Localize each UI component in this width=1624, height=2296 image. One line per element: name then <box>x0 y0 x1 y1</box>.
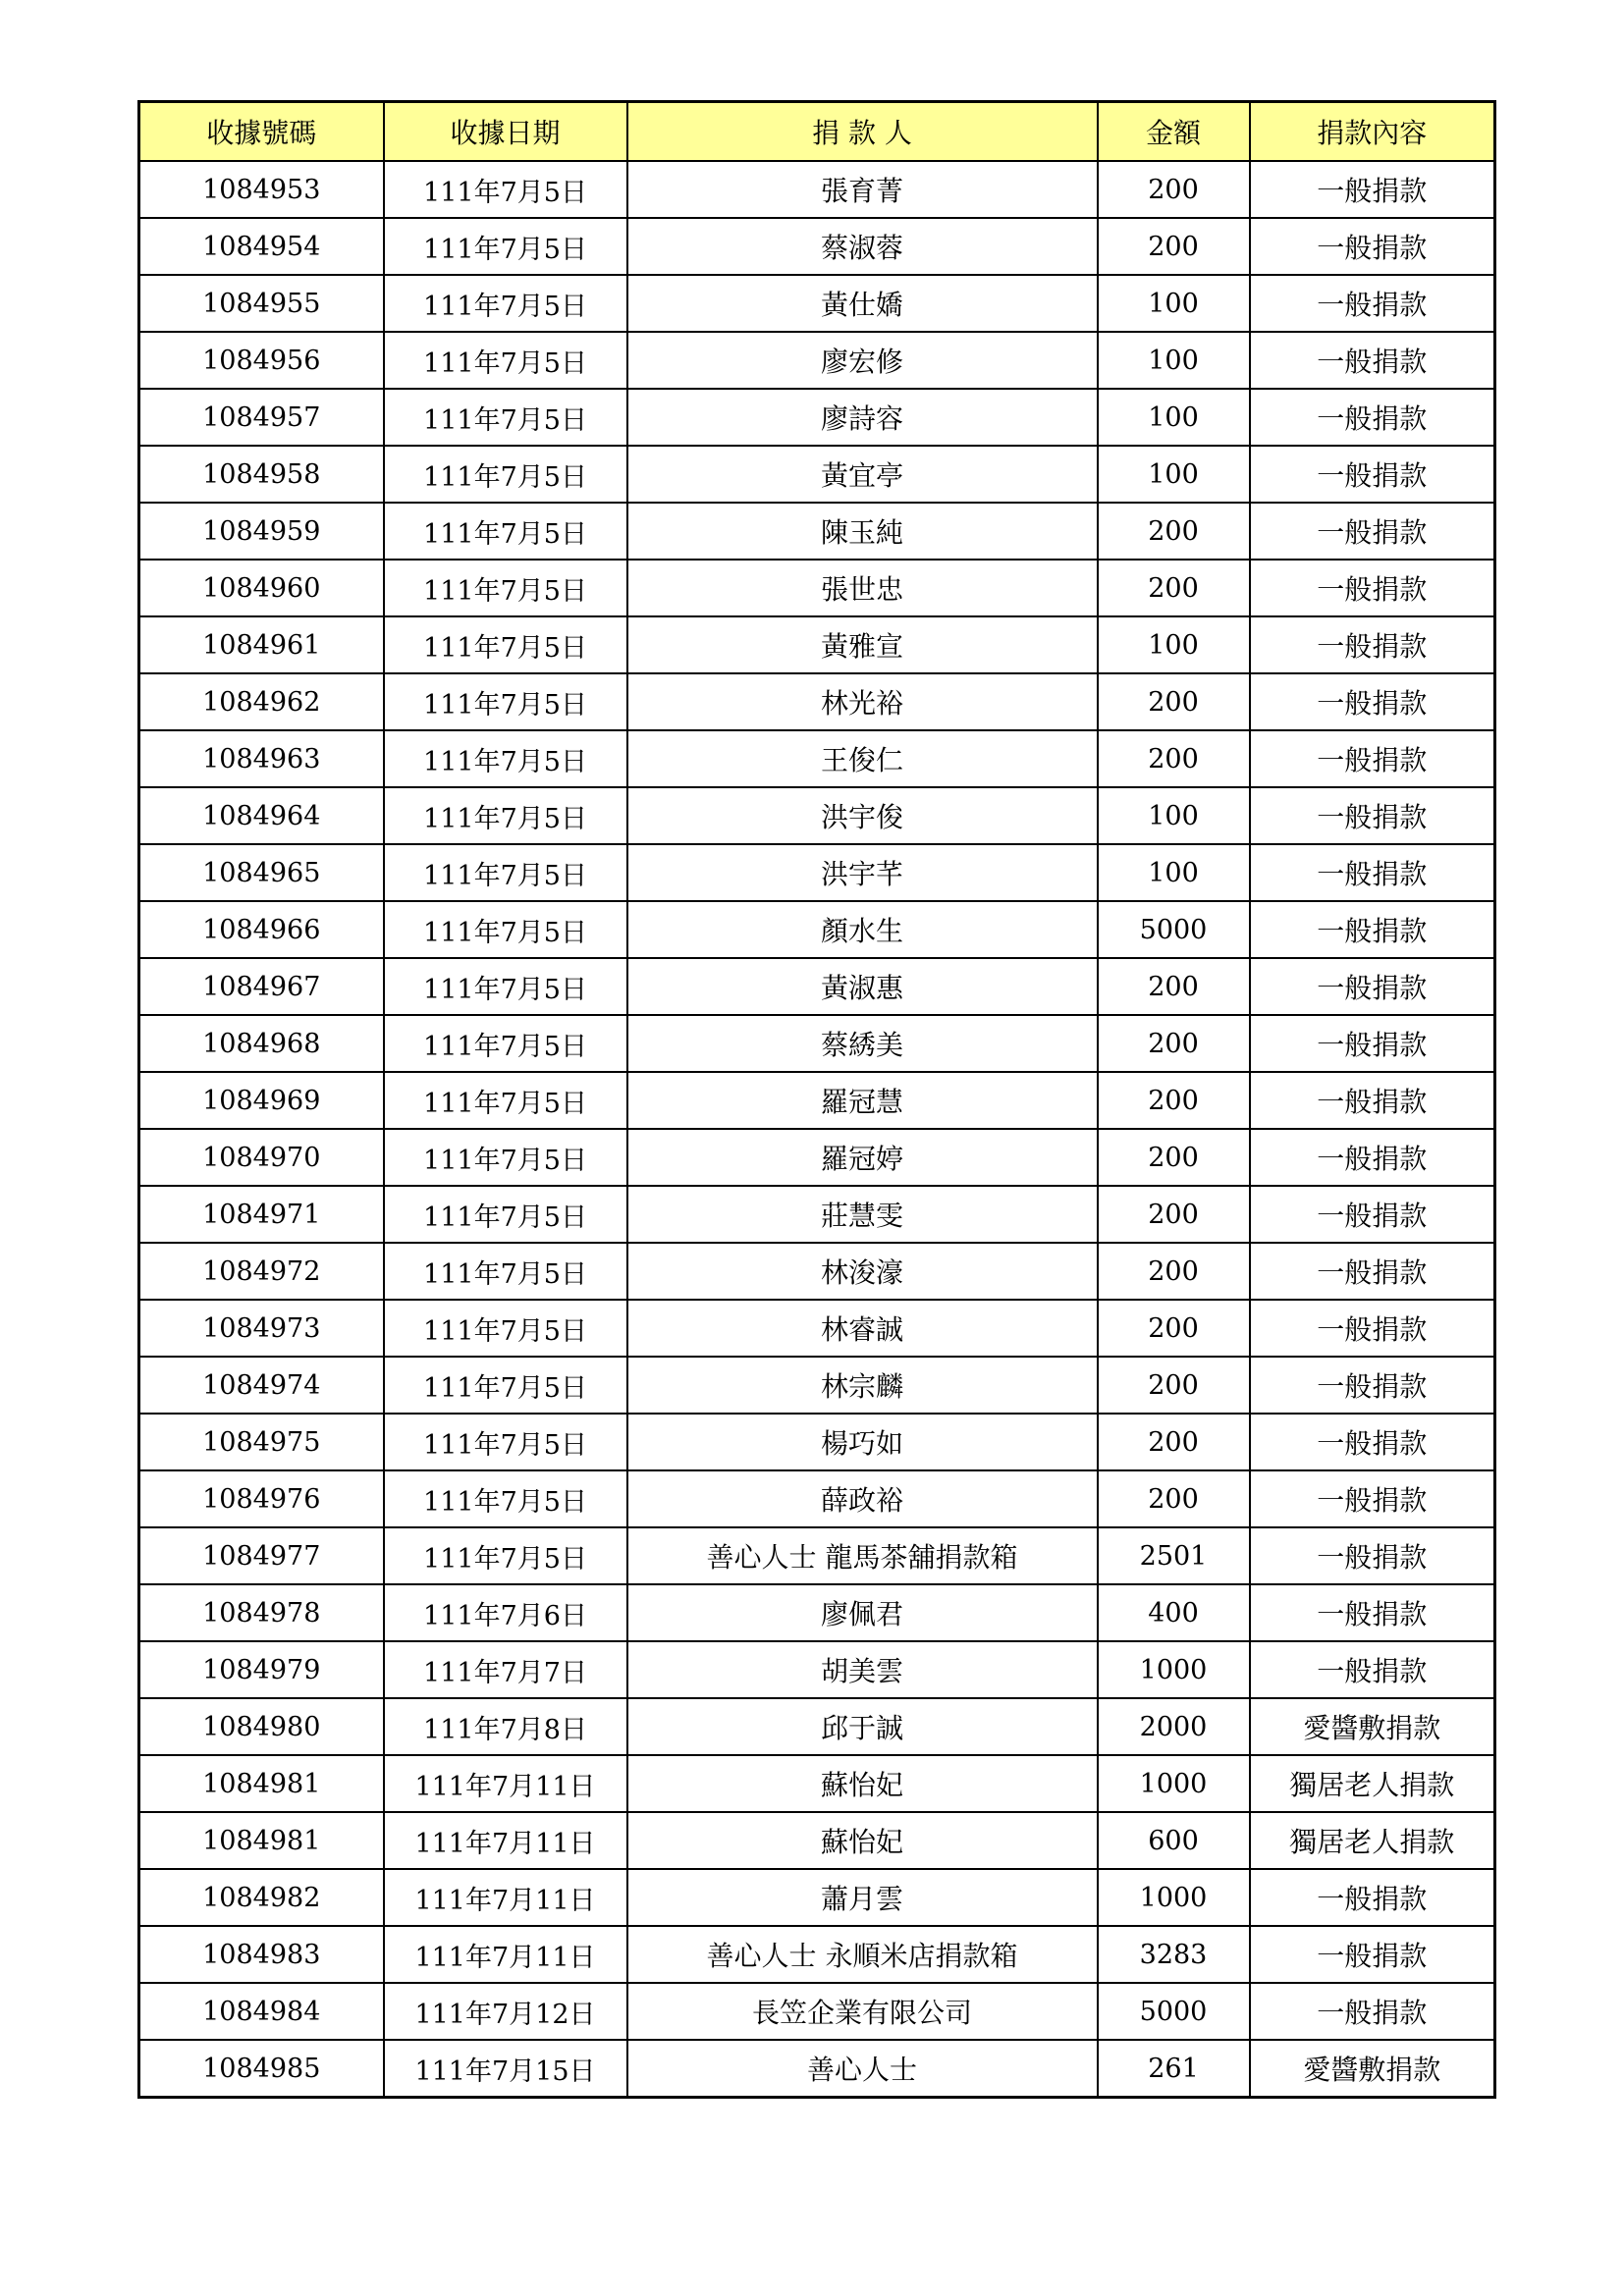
table-row <box>139 730 1495 787</box>
cell-donor: 楊巧如 <box>627 1414 1098 1470</box>
cell-amount: 261 <box>1098 2040 1250 2098</box>
cell-receipt-date: 111年7月5日 <box>384 503 627 560</box>
cell-purpose: 一般捐款 <box>1250 1129 1495 1186</box>
cell-amount: 100 <box>1098 389 1250 446</box>
cell-amount: 100 <box>1098 616 1250 673</box>
cell-receipt-date: 111年7月5日 <box>384 275 627 332</box>
cell-donor: 蔡淑蓉 <box>627 218 1098 275</box>
cell-receipt-no: 1084984 <box>139 1983 384 2040</box>
table-row <box>139 1641 1495 1698</box>
table-row <box>139 1015 1495 1072</box>
cell-purpose: 一般捐款 <box>1250 1983 1495 2040</box>
cell-receipt-date: 111年7月5日 <box>384 787 627 844</box>
table-row <box>139 275 1495 332</box>
table-row <box>139 332 1495 389</box>
cell-receipt-date: 111年7月5日 <box>384 389 627 446</box>
cell-purpose: 一般捐款 <box>1250 1015 1495 1072</box>
cell-receipt-no: 1084976 <box>139 1470 384 1527</box>
cell-receipt-no: 1084969 <box>139 1072 384 1129</box>
cell-donor: 黃宜亭 <box>627 446 1098 503</box>
header-purpose: 捐款內容 <box>1250 102 1495 162</box>
cell-amount: 600 <box>1098 1812 1250 1869</box>
table-row <box>139 1755 1495 1812</box>
cell-receipt-date: 111年7月5日 <box>384 332 627 389</box>
cell-purpose: 一般捐款 <box>1250 1926 1495 1983</box>
cell-receipt-date: 111年7月7日 <box>384 1641 627 1698</box>
cell-receipt-no: 1084956 <box>139 332 384 389</box>
cell-donor: 黃淑惠 <box>627 958 1098 1015</box>
cell-receipt-date: 111年7月5日 <box>384 673 627 730</box>
cell-donor: 莊慧雯 <box>627 1186 1098 1243</box>
cell-receipt-no: 1084970 <box>139 1129 384 1186</box>
cell-receipt-date: 111年7月5日 <box>384 560 627 616</box>
cell-donor: 王俊仁 <box>627 730 1098 787</box>
table-row <box>139 1926 1495 1983</box>
cell-purpose: 一般捐款 <box>1250 1300 1495 1357</box>
table-row <box>139 1470 1495 1527</box>
table-row <box>139 1243 1495 1300</box>
cell-amount: 200 <box>1098 560 1250 616</box>
table-row <box>139 958 1495 1015</box>
cell-amount: 5000 <box>1098 1983 1250 2040</box>
cell-purpose: 一般捐款 <box>1250 1243 1495 1300</box>
cell-receipt-no: 1084962 <box>139 673 384 730</box>
table-row <box>139 1357 1495 1414</box>
cell-receipt-date: 111年7月5日 <box>384 1243 627 1300</box>
cell-receipt-no: 1084964 <box>139 787 384 844</box>
cell-amount: 5000 <box>1098 901 1250 958</box>
cell-amount: 100 <box>1098 844 1250 901</box>
cell-amount: 1000 <box>1098 1641 1250 1698</box>
cell-receipt-no: 1084977 <box>139 1527 384 1584</box>
cell-receipt-date: 111年7月5日 <box>384 958 627 1015</box>
cell-receipt-no: 1084967 <box>139 958 384 1015</box>
cell-amount: 2501 <box>1098 1527 1250 1584</box>
cell-receipt-date: 111年7月11日 <box>384 1869 627 1926</box>
cell-amount: 100 <box>1098 275 1250 332</box>
cell-donor: 林宗麟 <box>627 1357 1098 1414</box>
cell-receipt-date: 111年7月15日 <box>384 2040 627 2098</box>
cell-amount: 200 <box>1098 730 1250 787</box>
table-row <box>139 218 1495 275</box>
cell-purpose: 一般捐款 <box>1250 787 1495 844</box>
cell-purpose: 獨居老人捐款 <box>1250 1755 1495 1812</box>
cell-amount: 1000 <box>1098 1869 1250 1926</box>
cell-receipt-no: 1084975 <box>139 1414 384 1470</box>
cell-receipt-no: 1084981 <box>139 1812 384 1869</box>
header-receipt-date: 收據日期 <box>384 102 627 162</box>
table-row <box>139 787 1495 844</box>
cell-purpose: 一般捐款 <box>1250 275 1495 332</box>
cell-donor: 廖宏修 <box>627 332 1098 389</box>
table-row <box>139 1300 1495 1357</box>
cell-donor: 薛政裕 <box>627 1470 1098 1527</box>
table-row <box>139 616 1495 673</box>
cell-donor: 廖詩容 <box>627 389 1098 446</box>
cell-amount: 200 <box>1098 1357 1250 1414</box>
table-row <box>139 1584 1495 1641</box>
cell-amount: 200 <box>1098 1129 1250 1186</box>
table-row <box>139 560 1495 616</box>
table-row <box>139 844 1495 901</box>
cell-purpose: 一般捐款 <box>1250 389 1495 446</box>
cell-purpose: 一般捐款 <box>1250 1527 1495 1584</box>
cell-receipt-no: 1084955 <box>139 275 384 332</box>
cell-donor: 蘇怡妃 <box>627 1755 1098 1812</box>
cell-purpose: 愛醬敷捐款 <box>1250 2040 1495 2098</box>
cell-receipt-date: 111年7月11日 <box>384 1755 627 1812</box>
cell-purpose: 一般捐款 <box>1250 332 1495 389</box>
cell-receipt-date: 111年7月5日 <box>384 1015 627 1072</box>
cell-amount: 200 <box>1098 1243 1250 1300</box>
cell-amount: 200 <box>1098 1470 1250 1527</box>
cell-receipt-date: 111年7月5日 <box>384 844 627 901</box>
table-row <box>139 1186 1495 1243</box>
cell-amount: 100 <box>1098 787 1250 844</box>
cell-purpose: 一般捐款 <box>1250 1869 1495 1926</box>
cell-purpose: 一般捐款 <box>1250 673 1495 730</box>
cell-purpose: 一般捐款 <box>1250 901 1495 958</box>
cell-donor: 長笠企業有限公司 <box>627 1983 1098 2040</box>
cell-amount: 200 <box>1098 958 1250 1015</box>
cell-receipt-no: 1084983 <box>139 1926 384 1983</box>
cell-receipt-no: 1084963 <box>139 730 384 787</box>
cell-purpose: 一般捐款 <box>1250 1072 1495 1129</box>
cell-purpose: 一般捐款 <box>1250 1470 1495 1527</box>
cell-donor: 陳玉純 <box>627 503 1098 560</box>
cell-donor: 廖佩君 <box>627 1584 1098 1641</box>
cell-amount: 200 <box>1098 1072 1250 1129</box>
cell-donor: 善心人士 永順米店捐款箱 <box>627 1926 1098 1983</box>
cell-receipt-date: 111年7月5日 <box>384 1129 627 1186</box>
table-row <box>139 1527 1495 1584</box>
cell-donor: 洪宇俊 <box>627 787 1098 844</box>
table-row <box>139 446 1495 503</box>
cell-donor: 黃雅宣 <box>627 616 1098 673</box>
cell-donor: 蘇怡妃 <box>627 1812 1098 1869</box>
cell-receipt-no: 1084959 <box>139 503 384 560</box>
cell-donor: 顏水生 <box>627 901 1098 958</box>
cell-receipt-no: 1084972 <box>139 1243 384 1300</box>
cell-donor: 善心人士 <box>627 2040 1098 2098</box>
cell-receipt-no: 1084954 <box>139 218 384 275</box>
table-row <box>139 1129 1495 1186</box>
cell-purpose: 一般捐款 <box>1250 958 1495 1015</box>
table-header-row <box>139 102 1495 162</box>
cell-receipt-date: 111年7月5日 <box>384 1414 627 1470</box>
cell-purpose: 一般捐款 <box>1250 730 1495 787</box>
table-row <box>139 389 1495 446</box>
cell-purpose: 一般捐款 <box>1250 616 1495 673</box>
table-row <box>139 673 1495 730</box>
cell-receipt-no: 1084958 <box>139 446 384 503</box>
cell-receipt-date: 111年7月5日 <box>384 1186 627 1243</box>
cell-donor: 林睿誠 <box>627 1300 1098 1357</box>
header-donor: 捐 款 人 <box>627 102 1098 162</box>
cell-amount: 200 <box>1098 218 1250 275</box>
cell-purpose: 獨居老人捐款 <box>1250 1812 1495 1869</box>
cell-amount: 200 <box>1098 1300 1250 1357</box>
cell-donor: 邱于誠 <box>627 1698 1098 1755</box>
cell-amount: 200 <box>1098 161 1250 218</box>
cell-amount: 200 <box>1098 1015 1250 1072</box>
table-row <box>139 2040 1495 2098</box>
table-row <box>139 1983 1495 2040</box>
cell-purpose: 愛醬敷捐款 <box>1250 1698 1495 1755</box>
cell-receipt-date: 111年7月11日 <box>384 1926 627 1983</box>
cell-amount: 200 <box>1098 503 1250 560</box>
cell-receipt-date: 111年7月11日 <box>384 1812 627 1869</box>
cell-purpose: 一般捐款 <box>1250 503 1495 560</box>
cell-purpose: 一般捐款 <box>1250 1357 1495 1414</box>
cell-donor: 張世忠 <box>627 560 1098 616</box>
cell-purpose: 一般捐款 <box>1250 446 1495 503</box>
cell-receipt-date: 111年7月5日 <box>384 161 627 218</box>
cell-receipt-no: 1084965 <box>139 844 384 901</box>
table-row <box>139 1698 1495 1755</box>
cell-receipt-date: 111年7月12日 <box>384 1983 627 2040</box>
cell-purpose: 一般捐款 <box>1250 1584 1495 1641</box>
table-row <box>139 1812 1495 1869</box>
cell-receipt-no: 1084953 <box>139 161 384 218</box>
cell-receipt-date: 111年7月5日 <box>384 730 627 787</box>
cell-donor: 胡美雲 <box>627 1641 1098 1698</box>
cell-amount: 200 <box>1098 673 1250 730</box>
cell-receipt-no: 1084979 <box>139 1641 384 1698</box>
table-row <box>139 161 1495 218</box>
table-row <box>139 901 1495 958</box>
cell-donor: 羅冠慧 <box>627 1072 1098 1129</box>
cell-donor: 林浚濠 <box>627 1243 1098 1300</box>
cell-donor: 林光裕 <box>627 673 1098 730</box>
cell-receipt-date: 111年7月6日 <box>384 1584 627 1641</box>
cell-amount: 3283 <box>1098 1926 1250 1983</box>
cell-donor: 羅冠婷 <box>627 1129 1098 1186</box>
cell-receipt-date: 111年7月5日 <box>384 616 627 673</box>
cell-receipt-no: 1084985 <box>139 2040 384 2098</box>
cell-receipt-date: 111年7月5日 <box>384 1470 627 1527</box>
cell-receipt-date: 111年7月5日 <box>384 446 627 503</box>
cell-amount: 400 <box>1098 1584 1250 1641</box>
cell-receipt-date: 111年7月5日 <box>384 1527 627 1584</box>
cell-amount: 200 <box>1098 1414 1250 1470</box>
cell-receipt-date: 111年7月5日 <box>384 901 627 958</box>
cell-receipt-no: 1084981 <box>139 1755 384 1812</box>
cell-amount: 2000 <box>1098 1698 1250 1755</box>
cell-receipt-date: 111年7月8日 <box>384 1698 627 1755</box>
header-amount: 金額 <box>1098 102 1250 162</box>
cell-donor: 黃仕嬌 <box>627 275 1098 332</box>
cell-purpose: 一般捐款 <box>1250 1186 1495 1243</box>
cell-receipt-no: 1084978 <box>139 1584 384 1641</box>
table-row <box>139 1414 1495 1470</box>
table-row <box>139 1869 1495 1926</box>
cell-purpose: 一般捐款 <box>1250 844 1495 901</box>
cell-receipt-date: 111年7月5日 <box>384 1300 627 1357</box>
cell-donor: 善心人士 龍馬茶舖捐款箱 <box>627 1527 1098 1584</box>
cell-purpose: 一般捐款 <box>1250 1414 1495 1470</box>
cell-purpose: 一般捐款 <box>1250 1641 1495 1698</box>
cell-amount: 1000 <box>1098 1755 1250 1812</box>
cell-donor: 蔡綉美 <box>627 1015 1098 1072</box>
cell-receipt-date: 111年7月5日 <box>384 1357 627 1414</box>
cell-receipt-no: 1084957 <box>139 389 384 446</box>
cell-receipt-no: 1084968 <box>139 1015 384 1072</box>
table-row <box>139 1072 1495 1129</box>
cell-receipt-no: 1084982 <box>139 1869 384 1926</box>
cell-receipt-no: 1084960 <box>139 560 384 616</box>
cell-purpose: 一般捐款 <box>1250 218 1495 275</box>
cell-receipt-no: 1084974 <box>139 1357 384 1414</box>
cell-purpose: 一般捐款 <box>1250 560 1495 616</box>
header-receipt-no: 收據號碼 <box>139 102 384 162</box>
cell-receipt-no: 1084961 <box>139 616 384 673</box>
cell-donor: 洪宇芊 <box>627 844 1098 901</box>
table-row <box>139 503 1495 560</box>
cell-receipt-date: 111年7月5日 <box>384 1072 627 1129</box>
cell-amount: 100 <box>1098 446 1250 503</box>
cell-donor: 蕭月雲 <box>627 1869 1098 1926</box>
cell-purpose: 一般捐款 <box>1250 161 1495 218</box>
donation-receipt-table <box>137 100 1496 2099</box>
cell-receipt-date: 111年7月5日 <box>384 218 627 275</box>
cell-receipt-no: 1084966 <box>139 901 384 958</box>
cell-donor: 張育菁 <box>627 161 1098 218</box>
cell-receipt-no: 1084971 <box>139 1186 384 1243</box>
cell-receipt-no: 1084973 <box>139 1300 384 1357</box>
cell-amount: 100 <box>1098 332 1250 389</box>
cell-receipt-no: 1084980 <box>139 1698 384 1755</box>
cell-amount: 200 <box>1098 1186 1250 1243</box>
